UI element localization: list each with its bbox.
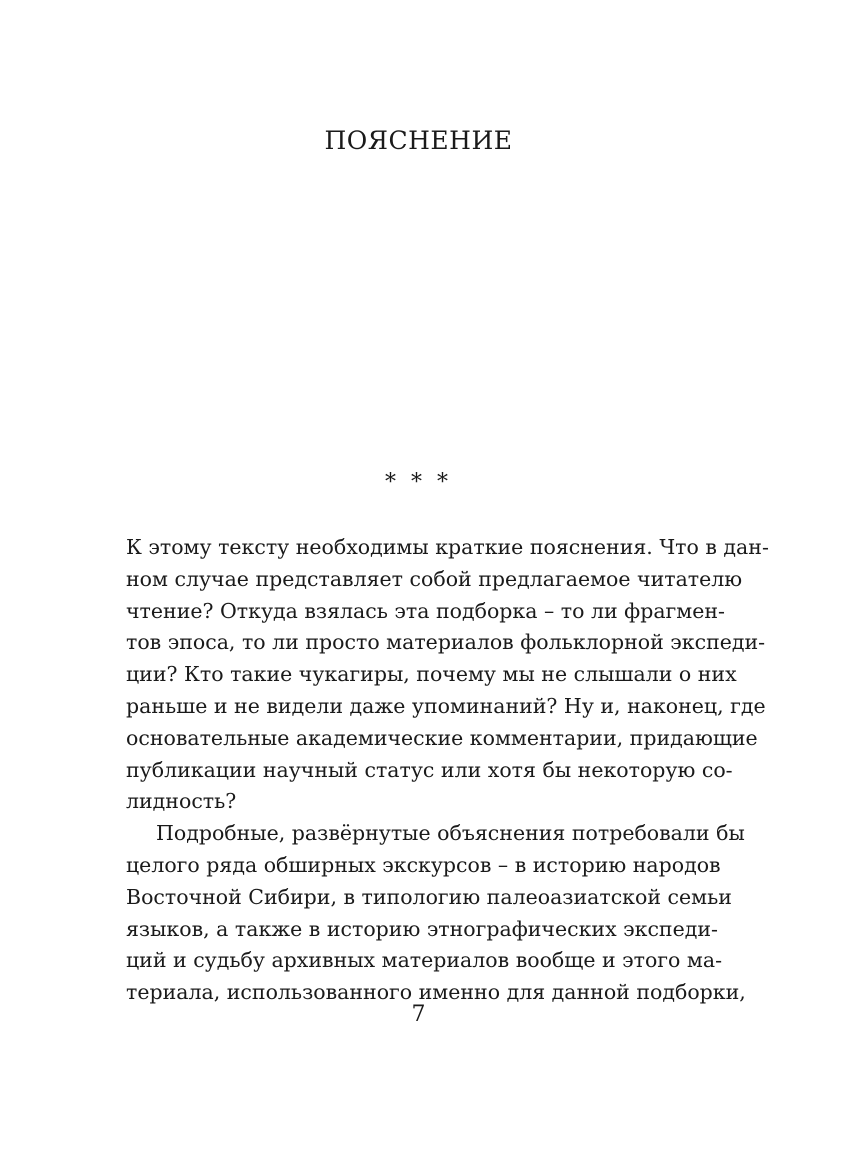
text-line: териала, использованного именно для данной подборки, — [126, 980, 746, 1005]
text-line: Подробные, развёрнутые объяснения потребовали бы — [156, 821, 745, 846]
text-line: ции? Кто такие чукагиры, почему мы не слышали о них — [126, 662, 737, 687]
text-line: основательные академические комментарии, придающие — [126, 725, 758, 750]
text-line: языков, а также в историю этнографических экспеди- — [126, 916, 718, 941]
text-line: лидность? — [126, 789, 237, 814]
page-number: 7 — [411, 1002, 426, 1027]
text-line: раньше и не видели даже упоминаний? Ну и, наконец, где — [126, 693, 766, 718]
text-line: целого ряда обширных экскурсов – в историю народов — [126, 852, 721, 877]
section-separator: * * * — [385, 470, 452, 495]
text-line: ций и судьбу архивных материалов вообще и этого ма- — [126, 948, 723, 973]
text-line: К этому тексту необходимы краткие пояснения. Что в дан- — [126, 535, 769, 559]
text-line: чтение? Откуда взялась эта подборка – то ли фрагмен- — [126, 598, 725, 623]
page-title: ПОЯСНЕНИЕ — [324, 126, 513, 155]
body-text — [126, 532, 769, 1009]
text-line: Восточной Сибири, в типологию палеоазиатской семьи — [126, 884, 732, 909]
paragraph-2 — [126, 818, 746, 1009]
paragraph-1 — [126, 532, 769, 818]
text-line: публикации научный статус или хотя бы некоторую со- — [126, 757, 733, 782]
text-line: ном случае представляет собой предлагаемое читателю — [126, 566, 743, 591]
text-line: тов эпоса, то ли просто материалов фольклорной экспеди- — [126, 630, 766, 655]
